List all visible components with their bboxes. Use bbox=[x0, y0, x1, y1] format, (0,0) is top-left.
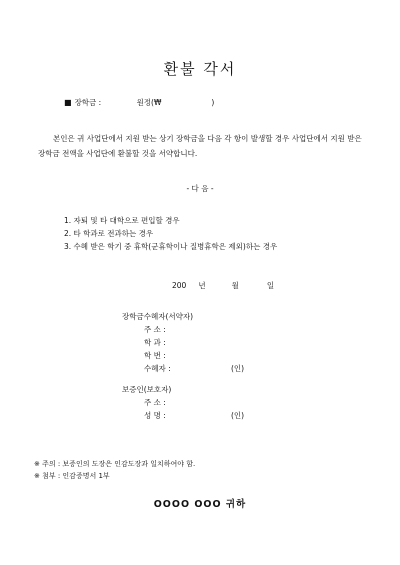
date-day-unit: 일 bbox=[266, 281, 275, 290]
recipient-seal: (인) bbox=[231, 364, 245, 373]
guarantor-address-row bbox=[144, 397, 184, 408]
document-title: 환불 각서 bbox=[163, 60, 237, 78]
date-line bbox=[172, 280, 274, 291]
date-year: 200 bbox=[172, 281, 187, 290]
da-eum-heading: - 다 음 - bbox=[186, 184, 214, 193]
amount-close: ) bbox=[211, 98, 215, 107]
scholarship-amount-line bbox=[64, 97, 214, 108]
recipient-dept-label: 학 과 : bbox=[144, 338, 166, 347]
addressee: OOOO OOO 귀하 bbox=[153, 499, 247, 510]
guarantor-name-row bbox=[144, 410, 184, 421]
note-attachment: ※ 첨부 : 인감증명서 1부 bbox=[34, 472, 110, 480]
date-month-unit: 월 bbox=[231, 281, 239, 290]
recipient-name-label: 수혜자 : bbox=[144, 364, 171, 373]
recipient-address-label: 주 소 : bbox=[144, 325, 166, 334]
recipient-student-no-row bbox=[144, 350, 184, 361]
recipient-name-row bbox=[144, 363, 184, 374]
list-item: 1. 자퇴 및 타 대학으로 편입할 경우 bbox=[64, 216, 180, 225]
recipient-student-no-label: 학 번 : bbox=[144, 351, 166, 360]
date-year-unit: 년 bbox=[198, 281, 206, 290]
guarantor-heading: 보증인(보호자) bbox=[122, 385, 172, 394]
guarantor-address-label: 주 소 : bbox=[144, 398, 166, 407]
recipient-address-row bbox=[144, 324, 184, 335]
list-item: 3. 수혜 받은 학기 중 휴학(군휴학이나 질병휴학은 제외)하는 경우 bbox=[64, 242, 278, 251]
amount-value: 원정(₩ bbox=[136, 98, 162, 107]
notes bbox=[34, 458, 195, 482]
recipient-dept-row bbox=[144, 337, 184, 348]
recipient-heading: 장학금수혜자(서약자) bbox=[122, 312, 194, 321]
note-caution: ※ 주의 : 보증인의 도장은 인감도장과 일치하여야 함. bbox=[34, 460, 196, 468]
pledge-paragraph: 본인은 귀 사업단에서 지원 받는 상기 장학금을 다음 각 항이 발생할 경우 사업단에서 지원 받은 장학금 전액을 사업단에 환불할 것을 서약합니다. bbox=[38, 134, 362, 158]
amount-label: 장학금 : bbox=[74, 98, 102, 107]
condition-list bbox=[64, 214, 277, 253]
guarantor-seal: (인) bbox=[231, 411, 245, 420]
list-item: 2. 타 학과로 전과하는 경우 bbox=[64, 229, 154, 238]
guarantor-name-label: 성 명 : bbox=[144, 411, 166, 420]
square-bullet-icon: ■ bbox=[64, 98, 72, 107]
